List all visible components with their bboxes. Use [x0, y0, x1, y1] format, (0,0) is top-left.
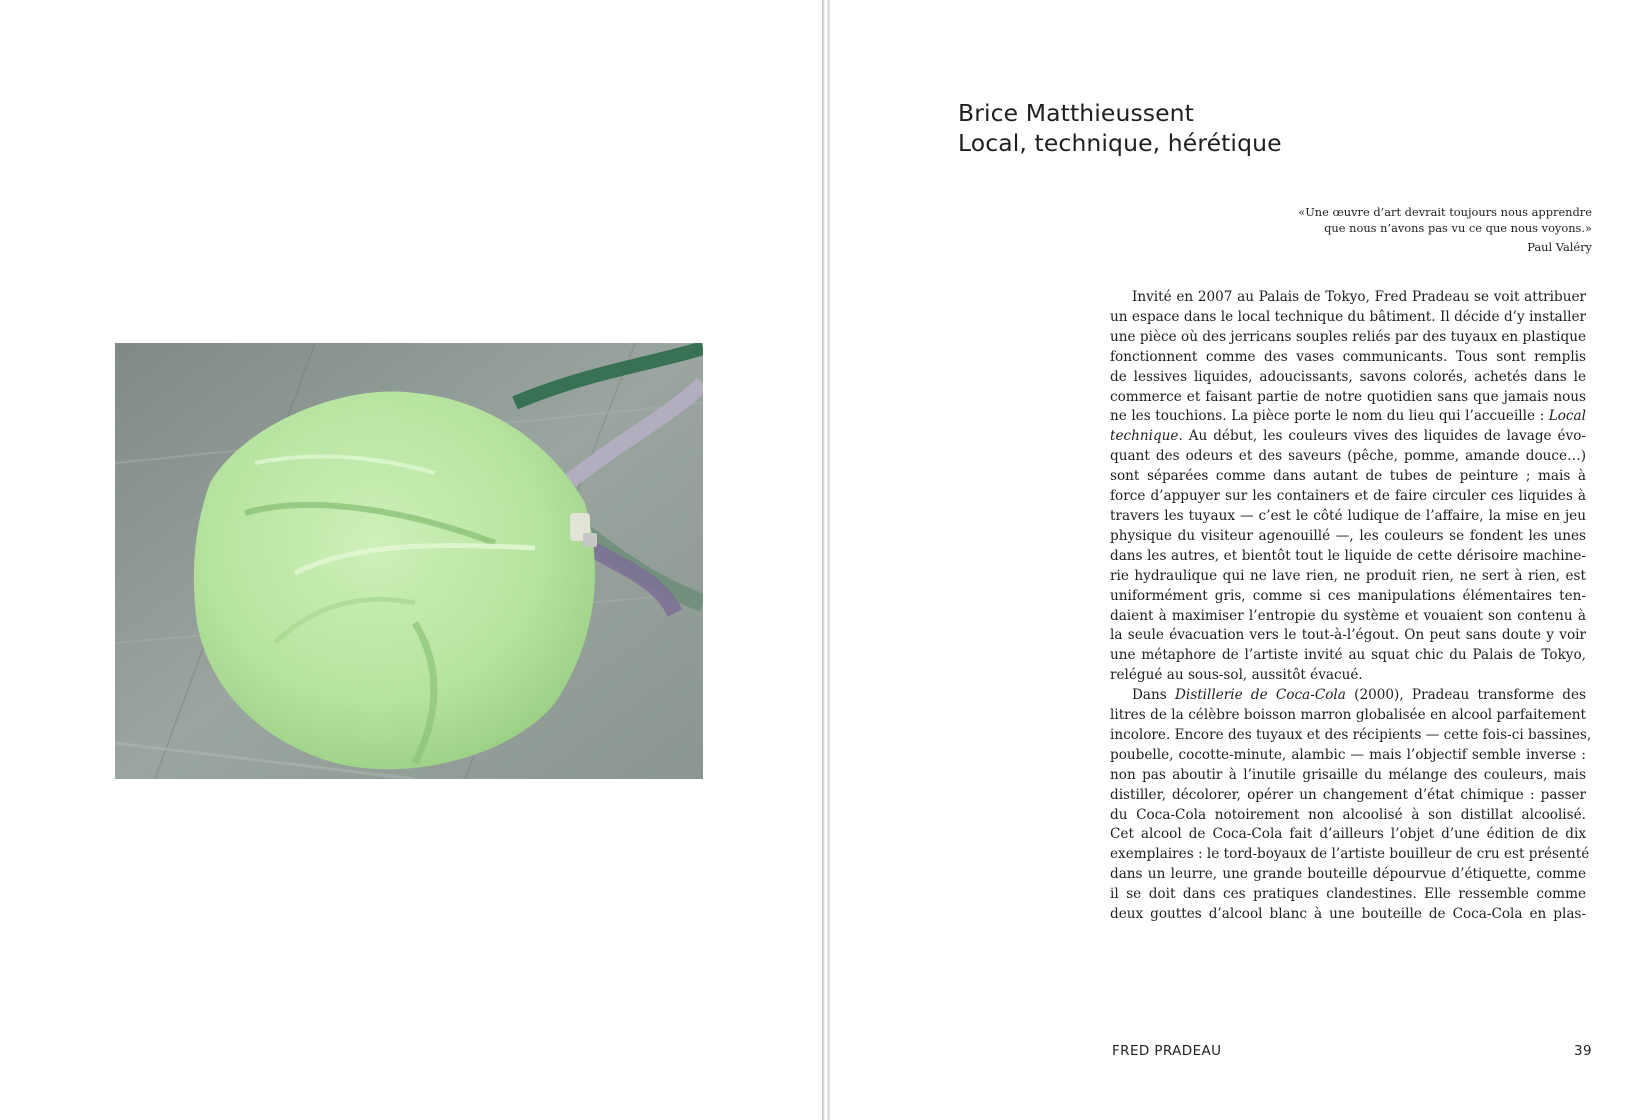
text-line: deux gouttes d’alcool blanc à une bouteille de Coca-Cola en plas- — [1110, 906, 1586, 923]
text-line: commerce et faisant partie de notre quotidien sans que jamais nous — [1110, 388, 1586, 405]
book-gutter — [822, 0, 830, 1120]
text-line: distiller, décolorer, opérer un changement d’état chimique : passer — [1110, 786, 1586, 803]
green-jerrican-image — [115, 343, 703, 779]
text-line: relégué au sous-sol, aussitôt évacué. — [1110, 667, 1363, 684]
text-line: la seule évacuation vers le tout-à-l’égout. On peut sans doute y voir — [1110, 627, 1586, 644]
chapter-title: Local, technique, hérétique — [958, 129, 1282, 157]
text-line: dans un leurre, une grande bouteille dépourvue d’étiquette, comme — [1110, 866, 1586, 883]
text-line: physique du visiteur agenouillé —, les couleurs se fondent les unes — [1110, 527, 1586, 544]
text-line — [1110, 407, 1586, 427]
text-line — [1110, 686, 1586, 706]
italic-title-distillerie: Distillerie de Coca-Cola — [1175, 687, 1346, 704]
text-line — [1110, 427, 1586, 447]
text-line: fonctionnent comme des vases communicants. Tous sont remplis — [1110, 348, 1586, 365]
text-line: une métaphore de l’artiste invité au squat chic du Palais de Tokyo, — [1110, 647, 1586, 664]
right-page — [830, 0, 1644, 1120]
body-text — [1110, 288, 1592, 925]
text-line: exemplaires : le tord-boyaux de l’artiste bouilleur de cru est présenté — [1110, 846, 1590, 863]
text-line: Cet alcool de Coca-Cola fait d’ailleurs l’objet d’une édition de dix — [1110, 826, 1586, 843]
text-line: daient à maximiser l’entropie du système et vouaient son contenu à — [1110, 607, 1586, 624]
epigraph — [1152, 204, 1592, 255]
text-line: rie hydraulique qui ne lave rien, ne produit rien, ne sert à rien, est — [1110, 567, 1586, 584]
text-line: quant des odeurs et des saveurs (pêche, pomme, amande douce…) — [1110, 448, 1586, 465]
epigraph-line: que nous n’avons pas vu ce que nous voyons.» — [1324, 221, 1592, 235]
text-line: une pièce où des jerricans souples reliés par des tuyaux en plastique — [1110, 328, 1586, 345]
running-head: FRED PRADEAU — [1112, 1043, 1222, 1059]
text-line: travers les tuyaux — c’est le côté ludique de l’affaire, la mise en jeu — [1110, 507, 1586, 524]
text-line: il se doit dans ces pratiques clandestines. Elle ressemble comme — [1110, 886, 1586, 903]
chapter-author: Brice Matthieussent — [958, 99, 1194, 127]
text-run: . Au début, les couleurs vives des liquides de lavage évo- — [1178, 428, 1586, 445]
text-line: litres de la célèbre boisson marron globalisée en alcool parfaitement — [1110, 707, 1586, 724]
text-line: incolore. Encore des tuyaux et des récipients — cette fois-ci bassines, — [1110, 726, 1592, 743]
text-line: un espace dans le local technique du bâtiment. Il décide d’y installer — [1110, 308, 1586, 325]
text-line: de lessives liquides, adoucissants, savons colorés, achetés dans le — [1110, 368, 1586, 385]
epigraph-author: Paul Valéry — [1527, 240, 1592, 254]
epigraph-line: «Une œuvre d’art devrait toujours nous apprendre — [1298, 205, 1592, 219]
text-run: (2000), Pradeau transforme des — [1345, 687, 1586, 704]
text-line: dans les autres, et bientôt tout le liquide de cette dérisoire machine- — [1110, 547, 1586, 564]
text-run: ne les touchions. La pièce porte le nom du lieu qui l’accueille : — [1110, 408, 1545, 425]
text-line: Invité en 2007 au Palais de Tokyo, Fred Pradeau se voit attribuer — [1132, 289, 1586, 305]
text-line: uniformément gris, comme si ces manipulations élémentaires ten- — [1110, 587, 1586, 604]
text-line: force d’appuyer sur les containers et de faire circuler ces liquides à — [1110, 488, 1586, 505]
text-run: Dans — [1132, 687, 1175, 704]
text-line: sont séparées comme dans autant de tubes de peinture ; mais à — [1110, 468, 1586, 485]
page-number: 39 — [1574, 1043, 1592, 1059]
artwork-photo — [115, 343, 703, 779]
text-line: non pas aboutir à l’inutile grisaille du mélange des couleurs, mais — [1110, 766, 1586, 783]
chapter-heading — [958, 98, 1282, 158]
italic-title-technique: technique — [1110, 428, 1179, 445]
text-line: du Coca-Cola notoirement non alcoolisé à son distillat alcoolisé. — [1110, 806, 1586, 823]
text-line: poubelle, cocotte-minute, alambic — mais l’objectif semble inverse : — [1110, 746, 1586, 763]
italic-title-local: Local — [1548, 408, 1586, 425]
